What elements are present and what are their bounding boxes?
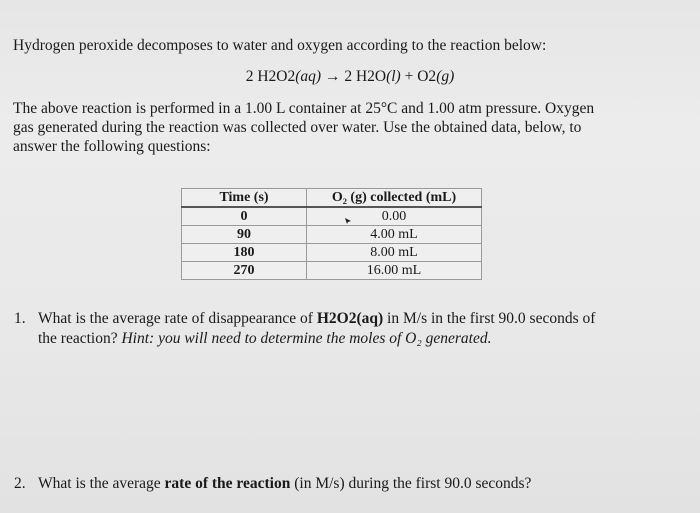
paragraph-line: The above reaction is performed in a 1.00 L container at 25°C and 1.00 atm pressure. Oxygen: [13, 100, 595, 117]
reactant-state: (aq): [295, 68, 322, 85]
question-text: [38, 474, 658, 494]
question-emphasis: rate of the reaction: [164, 475, 291, 492]
question-hint: Hint: you will need to determine the moles of O₂ generated.: [121, 330, 492, 347]
question-text-part: in M/s in the first 90.0 seconds of: [383, 310, 596, 327]
description-paragraph: [13, 99, 653, 156]
plus-sign: +: [404, 68, 414, 85]
intro-text: Hydrogen peroxide decomposes to water and oxygen according to the reaction below:: [13, 37, 547, 54]
table-row: [182, 226, 482, 244]
cell-time: 90: [182, 226, 307, 244]
cell-o2: 8.00 mL: [307, 244, 482, 262]
reaction-equation: [0, 68, 700, 86]
question-number: 1.: [14, 310, 26, 327]
cell-o2: 16.00 mL: [307, 262, 482, 280]
data-table: [181, 188, 482, 280]
question-text-part: (in M/s) during the first 90.0 seconds?: [290, 475, 532, 492]
cell-time: 180: [182, 244, 307, 262]
product-water-state: (l): [386, 68, 401, 85]
paragraph-line: answer the following questions:: [13, 138, 211, 155]
cell-o2: 0.00: [307, 207, 482, 226]
product-water: 2 H2O: [344, 68, 387, 85]
table-row: [182, 244, 482, 262]
product-oxygen-state: (g): [436, 68, 455, 85]
table-row: [182, 207, 482, 226]
reaction-arrow: →: [324, 68, 341, 85]
header-o2: O₂ (g) collected (mL): [307, 189, 482, 208]
question-text-part: What is the average: [38, 475, 165, 492]
question-text: [38, 309, 658, 349]
header-time: Time (s): [182, 189, 307, 208]
cursor-arrow-icon: [344, 217, 352, 225]
reactant: 2 H2O2: [245, 68, 296, 85]
table-row: [182, 262, 482, 280]
paragraph-line: gas generated during the reaction was collected over water. Use the obtained data, below, to: [13, 119, 582, 136]
question-emphasis: H2O2(aq): [316, 310, 384, 327]
question-number: 2.: [14, 475, 26, 492]
question-text-part: the reaction?: [38, 330, 122, 347]
table-header-row: [182, 189, 482, 208]
cell-time: 0: [182, 207, 307, 226]
question-1: [14, 309, 694, 353]
question-2: [14, 474, 694, 496]
product-oxygen: O2: [417, 68, 437, 85]
question-text-part: What is the average rate of disappearance of: [38, 310, 317, 327]
cell-o2: 4.00 mL: [307, 226, 482, 244]
cell-time: 270: [182, 262, 307, 280]
